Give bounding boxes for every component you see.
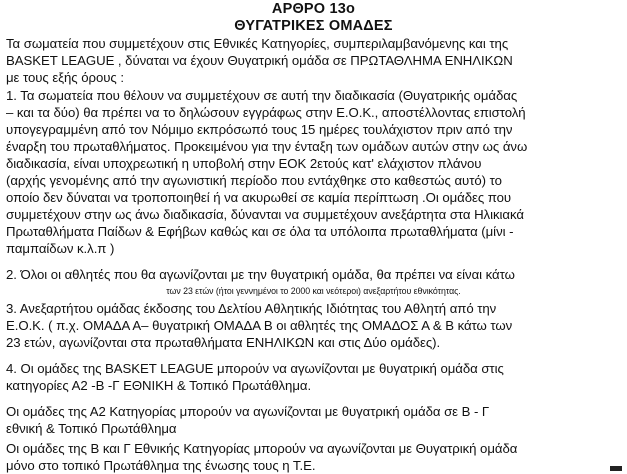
text-line: Τα σωματεία που συμμετέχουν στις Εθνικές Κατηγορίες, συμπεριλαμβανόμενης και της [6,36,509,51]
text-line: 2. Όλοι οι αθλητές που θα αγωνίζονται με την θυγατρική ομάδα, θα πρέπει να είναι κάτω [6,267,515,282]
article-number: ΑΡΘΡΟ 13ο [271,1,356,17]
text-line: εθνική & Τοπικό Πρωτάθλημα [6,421,177,436]
text-line: 23 ετών, αγωνίζονται στα πρωταθλήματα ΕΝΗΛΙΚΩΝ και στις Δύο ομάδες). [6,335,441,350]
text-line: (αρχής γενομένης από την αγωνιστική περίοδο που εντάχθηκε στο καθεστώς αυτό) το [6,173,502,188]
text-line: παμπαίδων κ.λ.π ) [6,241,115,256]
text-line: διαδικασία, είναι υποχρεωτική η υποβολή στην ΕΟΚ 2ετούς κατ' ελάχιστον πλάνου [6,156,482,171]
text-line: Ε.Ο.Κ. ( π.χ. ΟΜΑΔΑ Α– θυγατρική ΟΜΑΔΑ Β οι αθλητές της ΟΜΑΔΟΣ Α & Β κάτω των [6,318,513,333]
text-line: Πρωταθλήματα Παίδων & Εφήβων καθώς και σε όλα τα υπόλοιπα πρωταθλήματα (μίνι - [6,224,514,239]
section-title: ΘΥΓΑΤΡΙΚΕΣ ΟΜΑΔΕΣ [234,18,393,34]
text-line: των 23 ετών (ήτοι γεννημένοι το 2000 και νεότεροι) ανεξαρτήτου εθνικότητας. [166,286,461,296]
text-line: μόνο στο τοπικό Πρωτάθλημα της ένωσης τους η Τ.Ε. [6,458,316,473]
text-line: υπογεγραμμένη από τον Νόμιμο εκπρόσωπό τους 15 ημέρες τουλάχιστον πριν από την [6,122,513,137]
text-line: 1. Τα σωματεία που θέλουν να συμμετέχουν σε αυτή την διαδικασία (Θυγατρικής ομάδας [6,88,518,103]
text-line: Οι ομάδες της Β και Γ Εθνικής Κατηγορίας μπορούν να αγωνίζονται με Θυγατρική ομάδα [6,441,518,456]
text-line: – και τα δύο) θα πρέπει να το δηλώσουν εγγράφως στην Ε.Ο.Κ., αποστέλλοντας επιστολή [6,105,526,120]
text-line: συμμετέχουν στην ως άνω διαδικασία, δύνανται να συμμετέχουν ανεξάρτητα στα Ηλικιακά [6,207,524,222]
text-line: 3. Ανεξαρτήτου ομάδας έκδοσης του Δελτίου Αθλητικής Ιδιότητας του Αθλητή από την [6,301,497,316]
text-line: 4. Οι ομάδες της BASKET LEAGUE μπορούν να αγωνίζονται με θυγατρική ομάδα στις [6,361,504,376]
text-line: με τους εξής όρους : [6,70,124,85]
text-line: έναρξη του πρωταθλήματος. Προκειμένου για την ένταξη των ομάδων αυτών στην ως άνω [6,139,528,154]
text-line: κατηγορίες Α2 -Β -Γ ΕΘΝΙΚΗ & Τοπικό Πρωτάθλημα. [6,378,312,393]
scan-artifact [610,466,622,471]
text-line: οποίο δεν δύναται να τροποποιηθεί ή να ακυρωθεί σε καμία περίπτωση .Οι ομάδες που [6,190,512,205]
text-line: BASKET LEAGUE , δύναται να έχουν Θυγατρική ομάδα σε ΠΡΩΤΑΘΛΗΜΑ ΕΝΗΛΙΚΩΝ [6,53,513,68]
text-line: Οι ομάδες της Α2 Κατηγορίας μπορούν να αγωνίζονται με θυγατρική ομάδα σε Β - Γ [6,404,490,419]
